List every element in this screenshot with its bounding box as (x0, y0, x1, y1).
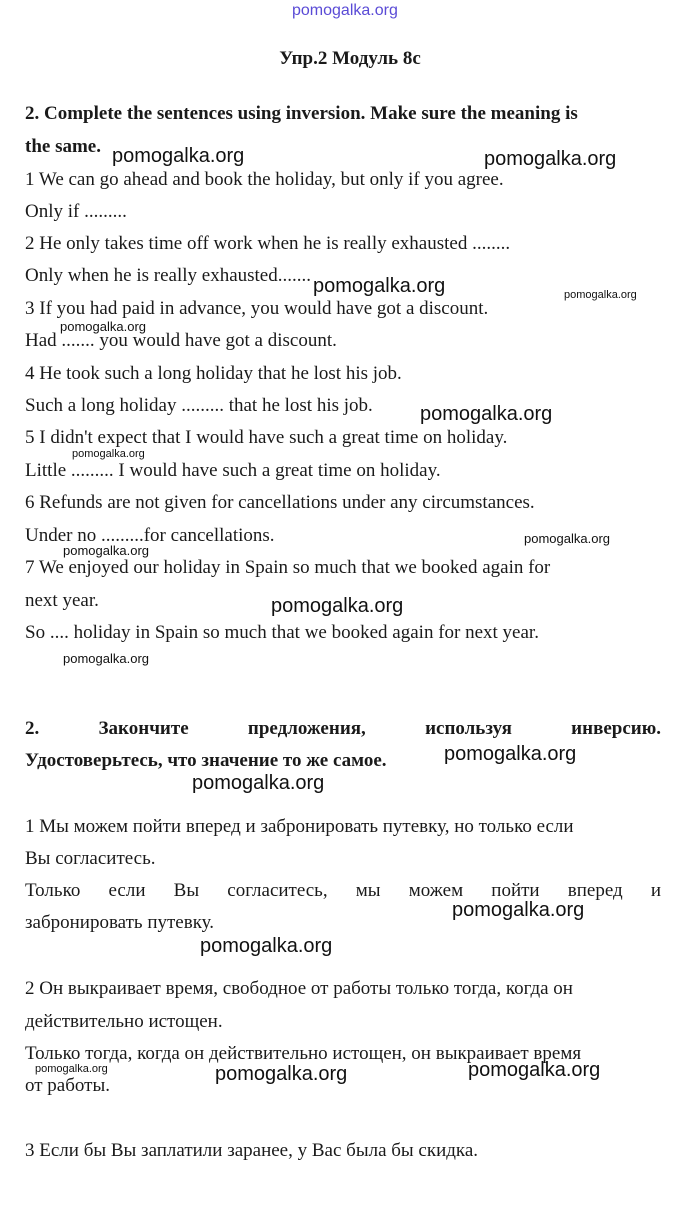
watermark: pomogalka.org (452, 899, 585, 921)
instruction-line-1: 2. Complete the sentences using inversion. Make sure the meaning is (25, 103, 578, 124)
watermark: pomogalka.org (484, 148, 617, 170)
watermark: pomogalka.org (35, 1063, 108, 1075)
sentence-2: 2 He only takes time off work when he is really exhausted ........ (25, 233, 511, 254)
watermark: pomogalka.org (420, 403, 553, 425)
watermark: pomogalka.org (215, 1063, 348, 1085)
watermark: pomogalka.org (271, 595, 404, 617)
ru-p2-line-2: действительно истощен. (25, 1011, 223, 1032)
watermark: pomogalka.org (444, 743, 577, 765)
ru-p2-line-3: Только тогда, когда он действительно истощен, он выкраивает время (25, 1043, 582, 1064)
answer-4: Such a long holiday ......... that he lost his job. (25, 395, 373, 416)
sentence-5: 5 I didn't expect that I would have such a great time on holiday. (25, 427, 508, 448)
sentence-6: 6 Refunds are not given for cancellations under any circumstances. (25, 492, 535, 513)
sentence-1: 1 We can go ahead and book the holiday, but only if you agree. (25, 169, 504, 190)
ru-heading-line-1: 2. Закончите предложения, используя инверсию. (25, 718, 661, 739)
answer-3: Had ....... you would have got a discount. (25, 330, 337, 351)
sentence-3: 3 If you had paid in advance, you would have got a discount. (25, 298, 489, 319)
watermark: pomogalka.org (468, 1059, 601, 1081)
ru-p2-line-4: от работы. (25, 1075, 110, 1096)
answer-2: Only when he is really exhausted....... (25, 265, 311, 286)
ru-p1-line-1: 1 Мы можем пойти вперед и забронировать путевку, но только если (25, 816, 574, 837)
watermark: pomogalka.org (524, 531, 610, 546)
watermark: pomogalka.org (200, 935, 333, 957)
instruction-line-2: the same. (25, 136, 101, 157)
watermark: pomogalka.org (63, 543, 149, 558)
watermark: pomogalka.org (192, 772, 325, 794)
sentence-4: 4 He took such a long holiday that he lost his job. (25, 363, 402, 384)
ru-p2-line-1: 2 Он выкраивает время, свободное от работы только тогда, когда он (25, 978, 573, 999)
answer-7: So .... holiday in Spain so much that we booked again for next year. (25, 622, 539, 643)
sentence-7-cont: next year. (25, 590, 99, 611)
watermark: pomogalka.org (564, 289, 637, 301)
watermark: pomogalka.org (60, 319, 146, 334)
ru-p1-line-3: Только если Вы согласитесь, мы можем пойти вперед и (25, 880, 661, 901)
ru-p1-line-2: Вы согласитесь. (25, 848, 156, 869)
ru-p1-line-4: забронировать путевку. (25, 912, 215, 933)
watermark: pomogalka.org (72, 448, 145, 460)
watermark: pomogalka.org (63, 651, 149, 666)
sentence-7: 7 We enjoyed our holiday in Spain so much that we booked again for (25, 557, 551, 578)
answer-5: Little ......... I would have such a great time on holiday. (25, 460, 441, 481)
watermark-top[interactable]: pomogalka.org (292, 2, 398, 19)
watermark: pomogalka.org (313, 275, 446, 297)
ru-p3-line-1: 3 Если бы Вы заплатили заранее, у Вас была бы скидка. (25, 1140, 479, 1161)
answer-6: Under no .........for cancellations. (25, 525, 275, 546)
ru-heading-line-2: Удостоверьтесь, что значение то же самое. (25, 750, 387, 771)
watermark: pomogalka.org (112, 145, 245, 167)
page-title: Упр.2 Модуль 8c (279, 48, 421, 69)
answer-1: Only if ......... (25, 201, 127, 222)
